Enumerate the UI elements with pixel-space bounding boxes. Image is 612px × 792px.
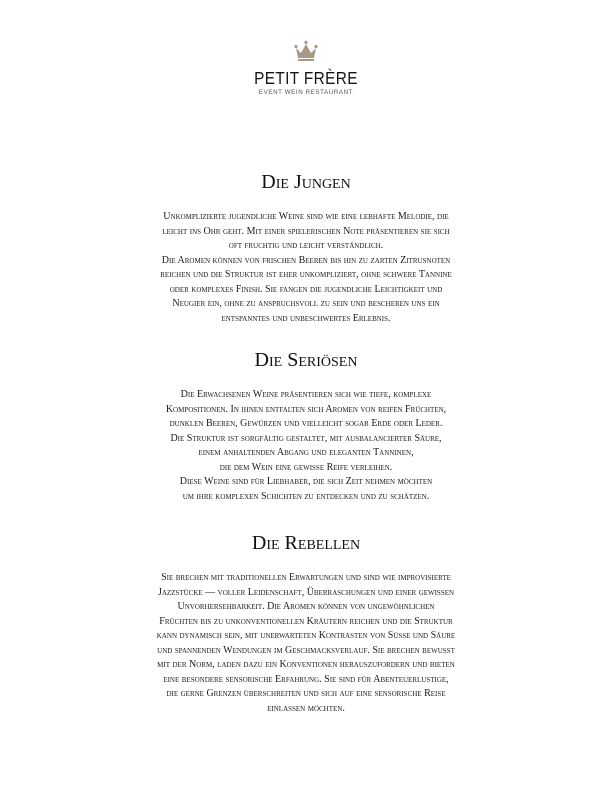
brand-name: PETIT FRÈRE <box>254 68 358 88</box>
section-die-rebellen <box>120 531 492 716</box>
section-text <box>120 388 492 504</box>
text-line: Unkomplizierte jugendliche Weine sind wie eine lebhafte Melodie, die <box>163 211 449 222</box>
text-line: Unvorhersehbarkeit. Die Aromen können von ungewöhnlichen <box>177 601 435 612</box>
text-line: leicht ins Ohr geht. Mit einer spielerischen Note präsentieren sie sich <box>162 225 450 237</box>
section-text <box>120 571 492 716</box>
text-line: Die Aromen können von frischen Beeren bis hin zu zarten Zitrusnoten <box>161 254 451 266</box>
text-line: die dem Wein eine gewisse Reife verleihen. <box>219 461 393 473</box>
text-line: entspanntes und unbeschwertes Erlebnis. <box>221 312 391 324</box>
text-line: oft fruchtig und leicht verständlich. <box>228 240 384 251</box>
text-line: mit der Norm, laden dazu ein Konventionen herauszufordern und bieten <box>157 659 455 670</box>
brand-tagline: EVENT WEIN RESTAURANT <box>258 89 354 96</box>
text-line: Die Erwachsenen Weine präsentieren sich wie tiefe, komplexe <box>180 389 432 400</box>
text-line: Kompositionen. In ihnen entfalten sich Aromen von reifen Früchten, <box>165 403 447 415</box>
section-die-serioesen <box>120 348 492 504</box>
text-line: oder komplexes Finish. Sie fangen die jugendliche Leichtigkeit und <box>169 283 443 295</box>
section-title: Die Jungen <box>261 171 351 193</box>
section-text <box>120 210 492 326</box>
text-line: reichen und die Struktur ist eher unkompliziert, ohne schwere Tannine <box>160 269 452 280</box>
section-title: Die Seriösen <box>254 349 358 371</box>
text-line: kann dynamisch sein, mit unerwarteten Kontrasten von Süße und Säure <box>156 630 456 641</box>
text-line: und spannenden Wendungen im Geschmacksverlauf. Sie brechen bewusst <box>157 644 455 656</box>
text-line: die gerne Grenzen überschreiten und sich auf eine sensorische Reise <box>166 688 446 699</box>
text-line: Diese Weine sind für Liebhaber, die sich Zeit nehmen möchten <box>179 476 433 487</box>
text-line: eine besondere sensorische Erfahrung. Sie sind für Abenteuerlustige, <box>163 673 449 685</box>
crown-icon <box>294 40 318 62</box>
text-line: Früchten bis zu unkonventionellen Kräutern reichen und die Struktur <box>159 615 453 627</box>
logo <box>0 40 612 97</box>
text-line: dunklen Beeren, Gewürzen und vielleicht sogar Erde oder Leder. <box>169 418 443 429</box>
text-line: Jazzstücke — voller Leidenschaft, Überraschungen und einer gewissen <box>157 586 455 598</box>
text-line: einem anhaltenden Abgang und eleganten Tanninen, <box>198 447 414 458</box>
text-line: Die Struktur ist sorgfältig gestaltet, mit ausbalancierter Säure, <box>170 432 442 444</box>
text-line: um ihre komplexen Schichten zu entdecken und zu schätzen. <box>182 490 430 502</box>
text-line: Neugier ein, ohne zu anspruchsvoll zu sein und bescheren uns ein <box>172 298 440 309</box>
text-line: Sie brechen mit traditionellen Erwartungen und sind wie improvisierte <box>161 572 451 583</box>
section-title: Die Rebellen <box>251 532 361 554</box>
text-line: einlassen möchten. <box>267 702 345 714</box>
section-die-jungen <box>120 170 492 326</box>
